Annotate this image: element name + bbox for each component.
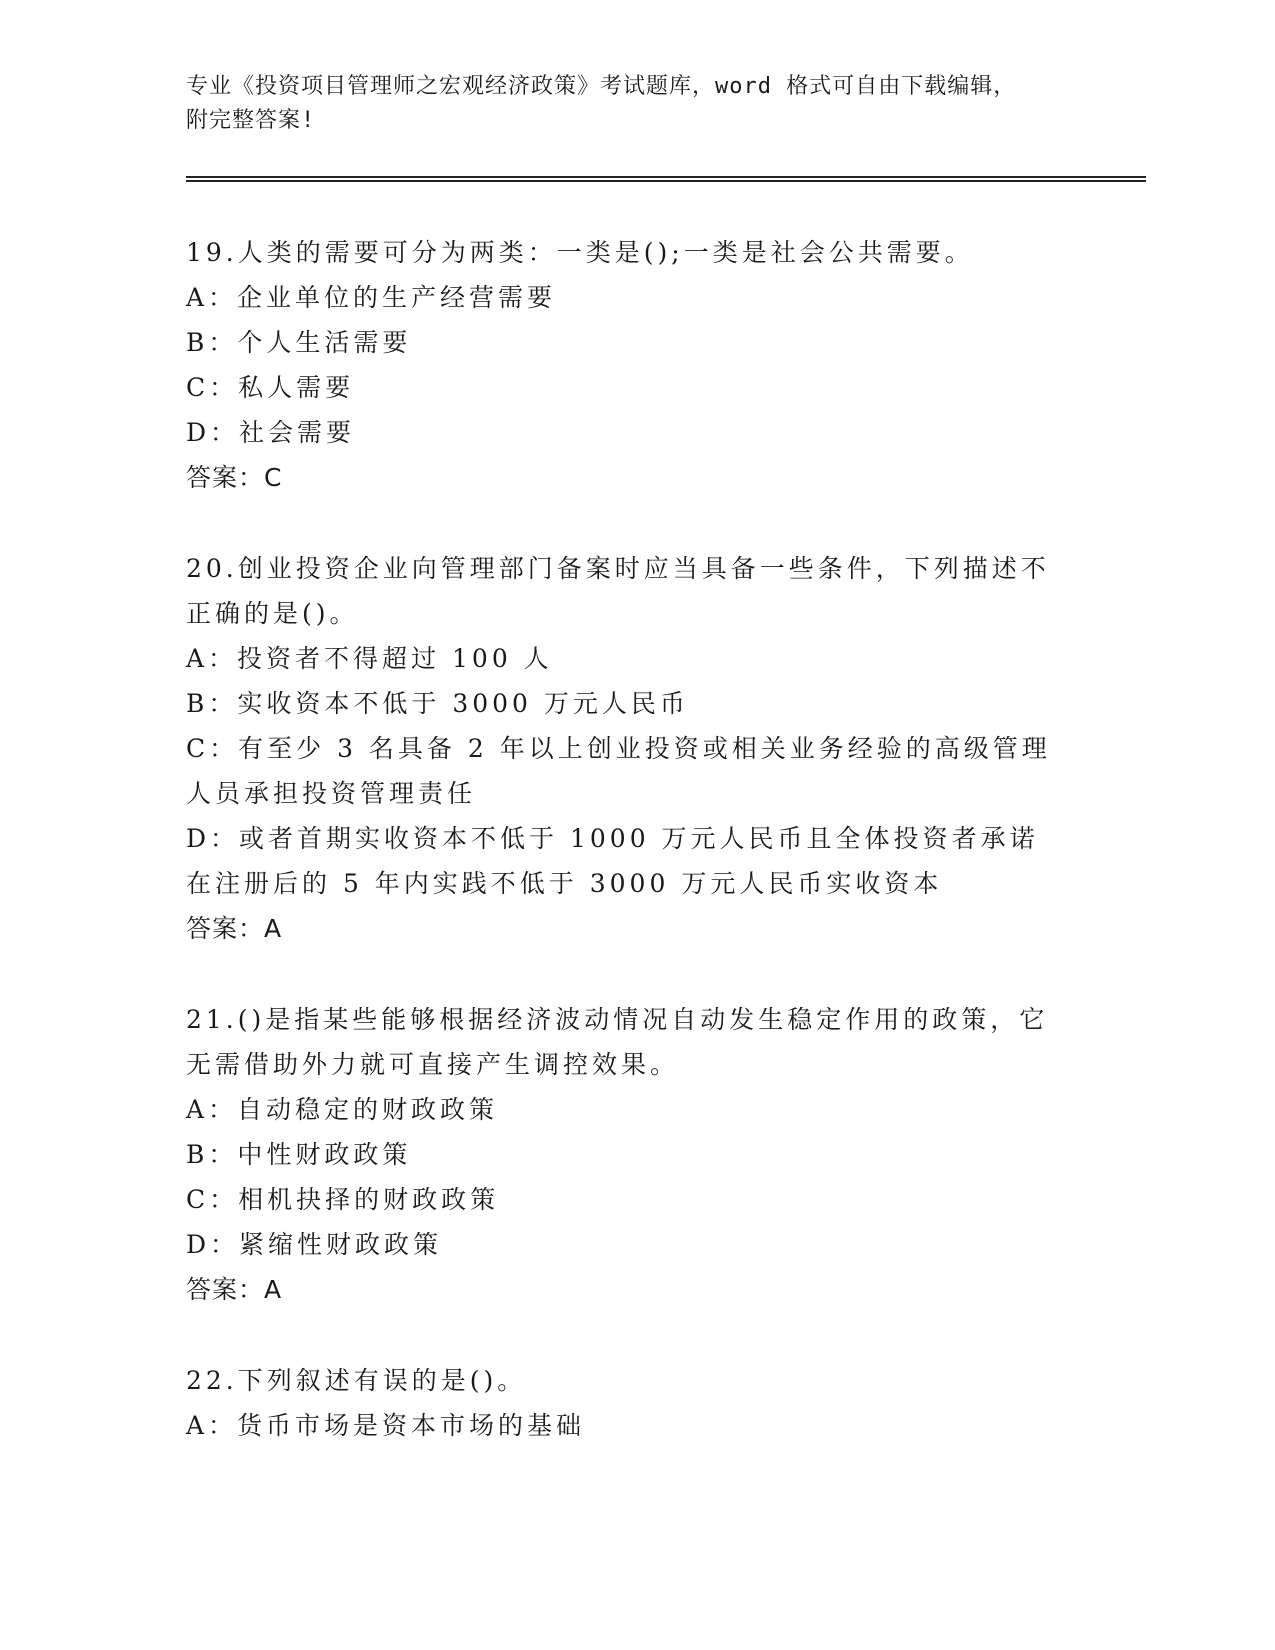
option-c: C：私人需要 (186, 373, 355, 402)
answer: 答案：C (186, 463, 283, 492)
option-a: A：企业单位的生产经营需要 (186, 283, 557, 312)
question-19 (186, 230, 1166, 500)
answer: 答案：A (186, 914, 283, 943)
question-text: 20.创业投资企业向管理部门备案时应当具备一些条件，下列描述不正确的是()。 (186, 554, 1050, 628)
header-line-2: 附完整答案! (186, 108, 316, 133)
option-b: B：中性财政政策 (186, 1140, 412, 1169)
document-header (186, 70, 1166, 138)
question-20 (186, 546, 1166, 951)
question-text: 22.下列叙述有误的是()。 (186, 1366, 527, 1395)
question-text: 19.人类的需要可分为两类：一类是();一类是社会公共需要。 (186, 238, 974, 267)
document-page (186, 70, 1166, 1494)
header-divider (186, 176, 1146, 182)
question-text: 21.()是指某些能够根据经济波动情况自动发生稳定作用的政策，它无需借助外力就可直接产生调控效果。 (186, 1005, 1049, 1079)
option-a: A：自动稳定的财政政策 (186, 1095, 499, 1124)
option-b: B：实收资本不低于 3000 万元人民币 (186, 689, 689, 718)
option-a: A：投资者不得超过 100 人 (186, 644, 553, 673)
header-line-1: 专业《投资项目管理师之宏观经济政策》考试题库，word 格式可自由下载编辑， (186, 74, 1017, 99)
option-c: C：有至少 3 名具备 2 年以上创业投资或相关业务经验的高级管理人员承担投资管理责任 (186, 734, 1051, 808)
question-21 (186, 997, 1166, 1312)
option-d: D：紧缩性财政政策 (186, 1230, 443, 1259)
question-22 (186, 1358, 1166, 1448)
option-d: D：社会需要 (186, 418, 356, 447)
option-d: D：或者首期实收资本不低于 1000 万元人民币且全体投资者承诺在注册后的 5 年内实践不低于 3000 万元人民币实收资本 (186, 824, 1039, 898)
question-list (186, 230, 1166, 1448)
option-c: C：相机抉择的财政政策 (186, 1185, 500, 1214)
option-a: A：货币市场是资本市场的基础 (186, 1411, 586, 1440)
answer: 答案：A (186, 1275, 283, 1304)
option-b: B：个人生活需要 (186, 328, 412, 357)
